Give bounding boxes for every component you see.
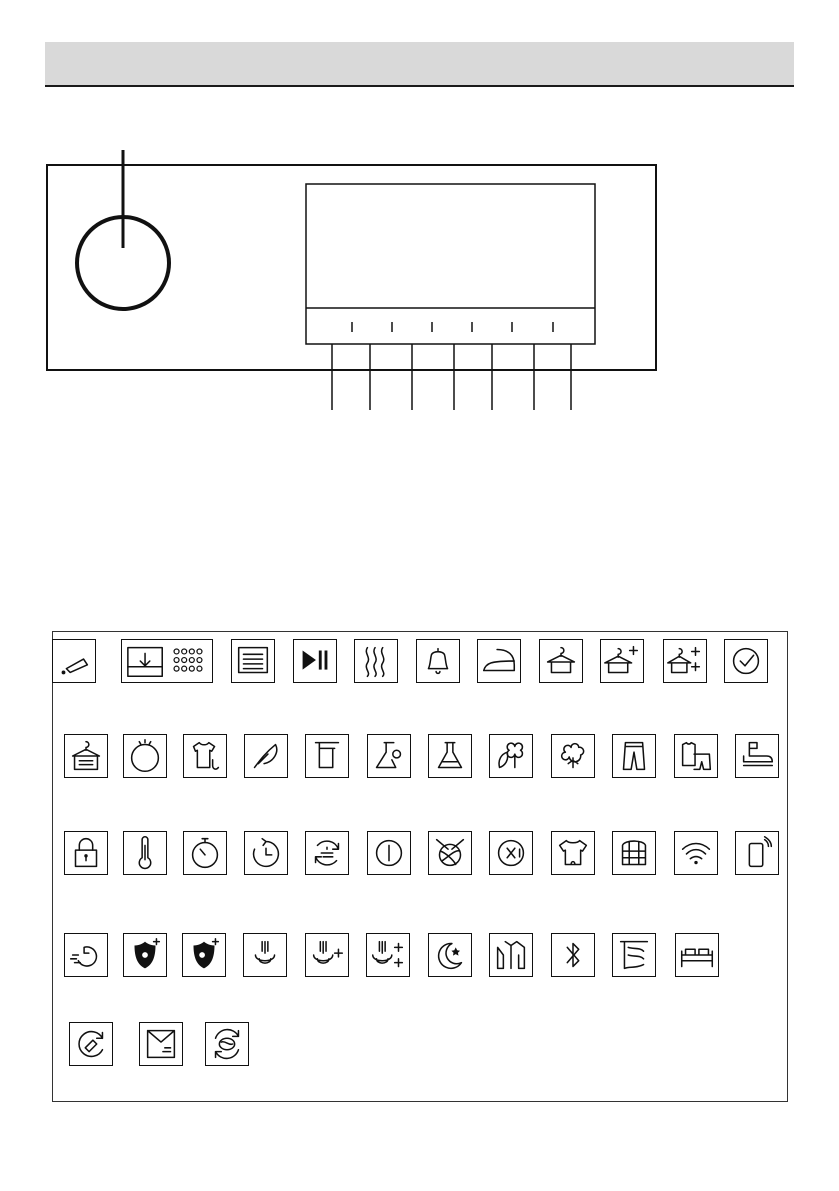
rinse-plus-icon-glyph: [306, 934, 348, 976]
bell-icon-glyph: [417, 640, 459, 682]
flask-cotton-icon-glyph: [368, 735, 410, 777]
flask-cotton-icon: [367, 734, 411, 778]
shoe-icon: [735, 734, 779, 778]
shirt-sock-icon: [183, 734, 227, 778]
lock-icon: [64, 831, 108, 875]
night-icon-glyph: [429, 934, 471, 976]
lock-icon-glyph: [65, 832, 107, 874]
jeans-icon: [612, 734, 656, 778]
rinse-plus-icon: [305, 933, 349, 977]
start-pause-icon: [293, 639, 337, 683]
control-panel-diagram: [0, 0, 839, 420]
shield-sparkle-alt-icon: [182, 933, 226, 977]
hanger-plus-plus-icon-glyph: [664, 640, 706, 682]
menu-icon-glyph: [232, 640, 274, 682]
timer-arrow-icon: [244, 831, 288, 875]
fast-timer-icon-glyph: [65, 934, 107, 976]
fan-icon: [489, 831, 533, 875]
quick-cycle-icon-glyph: [306, 832, 348, 874]
prewash-dots-icon-glyph: [122, 640, 212, 682]
bell-icon: [416, 639, 460, 683]
timer-arrow-icon-glyph: [245, 832, 287, 874]
bed-icon: [675, 933, 719, 977]
prewash-dots-icon: [121, 639, 213, 683]
cotton-icon-glyph: [552, 735, 594, 777]
bed-icon-glyph: [676, 934, 718, 976]
steam-icon-glyph: [355, 640, 397, 682]
wifi-icon-glyph: [675, 832, 717, 874]
curtain-icon: [612, 933, 656, 977]
fan-icon-glyph: [490, 832, 532, 874]
jacket-icon-glyph: [490, 934, 532, 976]
power-icon-glyph: [368, 832, 410, 874]
phone-nfc-icon-glyph: [736, 832, 778, 874]
flask-icon-glyph: [429, 735, 471, 777]
towel-icon: [305, 734, 349, 778]
stopwatch-icon-glyph: [184, 832, 226, 874]
flask-icon: [428, 734, 472, 778]
baby-clothes-icon-glyph: [552, 832, 594, 874]
fast-timer-icon: [64, 933, 108, 977]
check-icon: [724, 639, 768, 683]
shield-sparkle-icon: [123, 933, 167, 977]
quick-cycle-icon: [305, 831, 349, 875]
shoe-icon-glyph: [736, 735, 778, 777]
hanger-drawer-icon-glyph: [65, 735, 107, 777]
shirt-fold-icon-glyph: [140, 1023, 182, 1065]
drum-clean-icon: [69, 1022, 113, 1066]
wool-icon-glyph: [429, 832, 471, 874]
hanger-drawer-icon: [64, 734, 108, 778]
baby-clothes-icon: [551, 831, 595, 875]
feather-icon: [244, 734, 288, 778]
bluetooth-icon-glyph: [552, 934, 594, 976]
eco-cotton-icon: [489, 734, 533, 778]
shield-sparkle-alt-icon-glyph: [183, 934, 225, 976]
detergent-icon: [52, 639, 96, 683]
towel-icon-glyph: [306, 735, 348, 777]
steam-icon: [354, 639, 398, 683]
hanger-plus-icon-glyph: [601, 640, 643, 682]
drum-light-icon-glyph: [124, 735, 166, 777]
shield-sparkle-icon-glyph: [124, 934, 166, 976]
hanger-plus-icon: [600, 639, 644, 683]
bluetooth-icon: [551, 933, 595, 977]
wool-icon: [428, 831, 472, 875]
thermometer-icon: [123, 831, 167, 875]
thermometer-icon-glyph: [124, 832, 166, 874]
rinse-plus-plus-icon-glyph: [367, 934, 409, 976]
check-icon-glyph: [725, 640, 767, 682]
phone-nfc-icon: [735, 831, 779, 875]
hanger-plus-plus-icon: [663, 639, 707, 683]
eco-cotton-icon-glyph: [490, 735, 532, 777]
night-icon: [428, 933, 472, 977]
shirt-fold-icon: [139, 1022, 183, 1066]
bed-sheet-rotate-icon-glyph: [206, 1023, 248, 1065]
control-panel-outline: [47, 165, 656, 370]
iron-icon: [477, 639, 521, 683]
menu-icon: [231, 639, 275, 683]
shirt-sock-icon-glyph: [184, 735, 226, 777]
start-pause-icon-glyph: [294, 640, 336, 682]
rinse-icon: [243, 933, 287, 977]
shirt-shorts-icon-glyph: [675, 735, 717, 777]
power-icon: [367, 831, 411, 875]
bed-sheet-rotate-icon: [205, 1022, 249, 1066]
feather-icon-glyph: [245, 735, 287, 777]
iron-icon-glyph: [478, 640, 520, 682]
jeans-icon-glyph: [613, 735, 655, 777]
detergent-icon-glyph: [53, 640, 95, 682]
down-jacket-icon: [612, 831, 656, 875]
rinse-plus-plus-icon: [366, 933, 410, 977]
jacket-icon: [489, 933, 533, 977]
drum-light-icon: [123, 734, 167, 778]
hanger-icon-glyph: [540, 640, 582, 682]
shirt-shorts-icon: [674, 734, 718, 778]
down-jacket-icon-glyph: [613, 832, 655, 874]
rinse-icon-glyph: [244, 934, 286, 976]
wifi-icon: [674, 831, 718, 875]
curtain-icon-glyph: [613, 934, 655, 976]
display-screen: [306, 184, 595, 344]
hanger-icon: [539, 639, 583, 683]
cotton-icon: [551, 734, 595, 778]
drum-clean-icon-glyph: [70, 1023, 112, 1065]
stopwatch-icon: [183, 831, 227, 875]
